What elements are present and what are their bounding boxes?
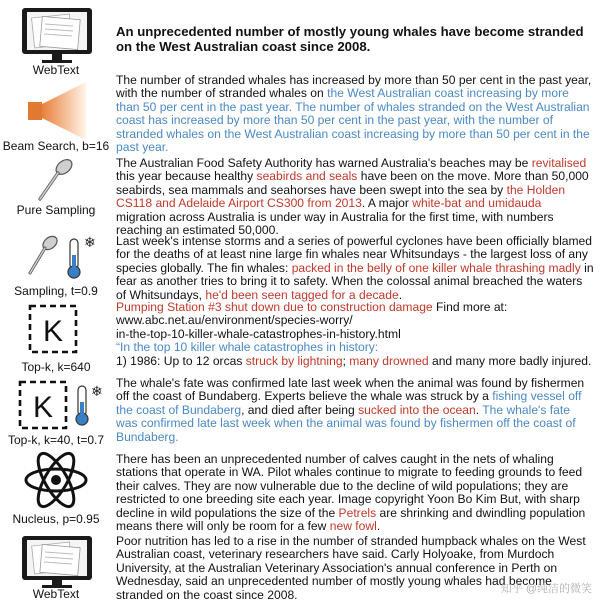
incoherent-segment: struck by lightning: [245, 353, 343, 368]
incoherent-segment: Pumping Station #3 shut down due to construction damage: [116, 300, 433, 314]
row-topk-40: [0, 376, 600, 452]
monitor-icon: [0, 536, 112, 590]
k-box-icon: [0, 304, 112, 354]
svg-text:❄: ❄: [91, 384, 103, 400]
row-nucleus: [0, 448, 600, 538]
webtext-continuation: Poor nutrition has led to a rise in the number of stranded humpback whales on the West Australian coast, veterinary researchers have said. Carly Holyoake, from Murdoch University, at the Australian Veterinary Association's annual conference in Perth on Wednesday, said an unprecedented number of mostly young whales had become stranded on the coast since 2008.: [116, 534, 586, 602]
incoherent-segment: he'd been seen tagged for a decade: [205, 287, 399, 302]
pure-sampling-output: [116, 157, 594, 237]
spoon-icon: [0, 157, 112, 205]
incoherent-segment: new fowl: [329, 519, 377, 534]
row-label: Nucleus, p=0.95: [12, 512, 100, 526]
text-segment: The number of stranded whales has increased by more than 50 per cent in the past year, with the number of stranded whales on: [116, 73, 592, 101]
incoherent-segment: sucked into the ocean: [358, 402, 476, 417]
sampling-output: [116, 235, 594, 302]
repetition-segment: The whale's fate was confirmed late last week when the animal was found by fishermen off the coast of Bundaberg.: [116, 402, 576, 444]
text-segment: , and died after being: [241, 402, 359, 417]
text-segment: .: [475, 402, 483, 417]
incoherent-segment: packed in the belly of one killer whale thrashing madly: [291, 260, 581, 275]
monitor-icon: [0, 6, 112, 64]
incoherent-segment: many drowned: [349, 353, 429, 368]
beam-icon: [0, 82, 112, 140]
row-sampling-temp: [0, 233, 600, 303]
text-segment: and many more badly injured.: [428, 353, 592, 368]
row-label: Pure Sampling: [16, 203, 96, 217]
text-segment: There has been an unprecedented number of calves caught in the nets of whaling stations that operate in WA. Pilot whales continue to migrate to feeding grounds to feed their calves. They are now vulnerable due to the decline of wild populations; they are restricted to one breeding site each year. Image copyright Yoon Bo Kim But, with sharp decline in wild populations the size of the: [116, 452, 583, 520]
row-pure-sampling: [0, 156, 600, 238]
text-segment: The Australian Food Safety Authority has warned Australia's beaches may be: [116, 156, 532, 170]
text-segment: . A major: [361, 196, 413, 211]
watermark: 知乎 @纯洁的微笑: [500, 583, 592, 595]
atom-icon: [0, 448, 112, 512]
topk640-output: [116, 301, 594, 368]
row-label: Top-k, k=640: [21, 360, 91, 374]
incoherent-segment: seabirds and seals: [256, 169, 358, 184]
nucleus-output: [116, 453, 594, 533]
url-line: www.abc.net.au/environment/species-worry/: [116, 313, 353, 328]
incoherent-segment: white-bat and umidauda: [412, 196, 542, 211]
text-segment: Find more at:: [432, 300, 508, 314]
text-segment: this year because healthy: [116, 169, 257, 184]
incoherent-segment: revitalised: [531, 156, 587, 170]
svg-text:❄: ❄: [84, 235, 96, 251]
text-segment: ;: [342, 353, 350, 368]
text-segment: 1) 1986: Up to 12 orcas: [116, 353, 246, 368]
k-box-thermometer-icon: [0, 380, 112, 430]
row-topk-640: [0, 300, 600, 378]
text-segment: are shrinking and dwindling population means there will only be room for a few: [116, 505, 586, 534]
k-letter: K: [42, 315, 64, 348]
row-label: Top-k, k=40, t=0.7: [7, 433, 105, 447]
incoherent-segment: Petrels: [338, 505, 377, 520]
k-letter: K: [32, 391, 54, 424]
row-beam-search: [0, 72, 600, 158]
row-label: Beam Search, b=16: [2, 139, 110, 153]
text-segment: The whale's fate was confirmed late last week when the animal was found by fishermen off the coast of Bundaberg. Experts believe the whale was struck by a: [116, 376, 585, 404]
topk40-output: [116, 377, 594, 444]
repetition-segment: “In the top 10 killer whale catastrophes in history:: [116, 340, 379, 355]
row-label: WebText: [32, 587, 80, 601]
webtext-context: An unprecedented number of mostly young whales have become stranded on the West Australian coast since 2008.: [116, 24, 584, 54]
text-segment: migration across Australia is under way in Australia for the first time, with numbers reaching an estimated 50,000.: [116, 209, 554, 238]
text-segment: Last week's intense storms and a series of powerful cyclones have been officially blamed for the deaths of at least nine large fin whales near Whitsundays - the largest loss of any species globally. The fin whales:: [116, 234, 593, 275]
url-line: in-the-top-10-killer-whale-catastrophes-in-history.html: [116, 326, 401, 341]
beam-output: [116, 74, 594, 154]
row-label: Sampling, t=0.9: [14, 284, 98, 298]
repetition-segment: the West Australian coast increasing by more than 50 per cent in the past year. The number of whales stranded on the West Australian coast has increased by more than 50 per cent in the past year, with the number of stranded whales on the West Australian coast increasing by more than 50 per cent in the past year.: [116, 86, 590, 155]
text-segment: .: [398, 287, 403, 302]
text-segment: .: [376, 519, 381, 534]
repetition-segment: fishing vessel off the coast of Bundaberg: [116, 389, 582, 417]
text-segment: have been on the move. More than 50,000 seabirds, sea mammals and seahorses have been swept into the sea by: [116, 169, 589, 197]
incoherent-segment: the Holden CS118 and Adelaide Airport CS300 from 2013: [116, 182, 566, 211]
text-segment: in fear as another tries to bring it to safety. When the colossal animal breached the waters of Whitsundays,: [116, 260, 594, 302]
spoon-thermometer-icon: [0, 233, 112, 281]
row-label: WebText: [32, 63, 80, 77]
